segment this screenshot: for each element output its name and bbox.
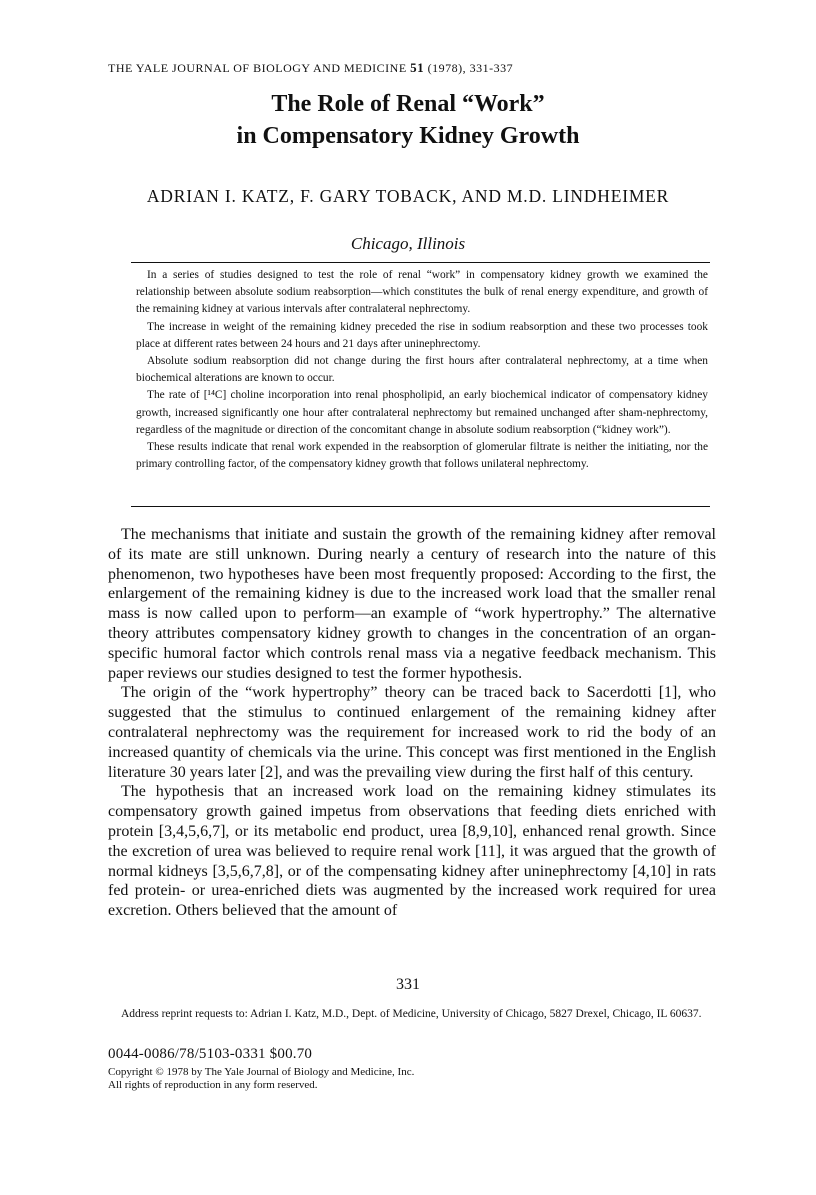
authors: ADRIAN I. KATZ, F. GARY TOBACK, AND M.D. LINDHEIMER bbox=[146, 186, 670, 206]
body-text bbox=[108, 525, 716, 921]
journal-volume: 51 bbox=[410, 60, 425, 75]
journal-year-pages: (1978), 331-337 bbox=[427, 61, 514, 75]
reprint-address: Address reprint requests to: Adrian I. Katz, M.D., Dept. of Medicine, University of Chicago, 5827 Drexel, Chicago, IL 60637. bbox=[121, 1008, 702, 1020]
page-number: 331 bbox=[396, 976, 420, 993]
article-title bbox=[108, 88, 708, 152]
abstract-bottom-rule bbox=[131, 506, 710, 507]
location: Chicago, Illinois bbox=[350, 234, 466, 253]
journal-header bbox=[108, 60, 513, 76]
body-paragraph: The mechanisms that initiate and sustain the growth of the remaining kidney after removal of its mate are still unknown. During nearly a century of research into the nature of this phenomenon, two hypotheses have been most frequently proposed: According to the first, the enlargement of the remaining kidney is due to the increased work load that the smaller renal mass is now called upon to perform—an example of “work hypertrophy.” The alternative theory attributes compensatory kidney growth to changes in the concentration of an organ-specific humoral factor which controls renal mass via a negative feedback mechanism. This paper reviews our studies designed to test the former hypothesis. bbox=[108, 526, 716, 682]
abstract-paragraph: In a series of studies designed to test the role of renal “work” in compensatory kidney growth we examined the relationship between absolute sodium reabsorption—which constitutes the bulk of renal energy expenditure, and growth of the remaining kidney at various intervals after contralateral nephrectomy. bbox=[136, 269, 708, 316]
title-line-2: in Compensatory Kidney Growth bbox=[236, 123, 580, 149]
abstract bbox=[136, 267, 708, 473]
abstract-top-rule bbox=[131, 262, 710, 263]
title-line-1: The Role of Renal “Work” bbox=[271, 91, 545, 117]
body-paragraph: The origin of the “work hypertrophy” theory can be traced back to Sacerdotti [1], who suggested that the stimulus to continued enlargement of the remaining kidney after contralateral nephrectomy was the requirement for increased work to rid the body of an increased quantity of chemicals via the urine. This concept was first mentioned in the English literature 30 years later [2], and was the prevailing view during the first half of this century. bbox=[108, 684, 716, 781]
abstract-paragraph: Absolute sodium reabsorption did not change during the first hours after contralateral nephrectomy, at a time when biochemical alterations are known to occur. bbox=[136, 355, 708, 385]
abstract-paragraph: The increase in weight of the remaining kidney preceded the rise in sodium reabsorption and these two processes took place at different rates between 24 hours and 21 days after uninephrectomy. bbox=[136, 320, 708, 350]
publication-code: 0044-0086/78/5103-0331 $00.70 bbox=[108, 1046, 313, 1062]
rights-line: All rights of reproduction in any form reserved. bbox=[108, 1079, 318, 1091]
abstract-paragraph: These results indicate that renal work expended in the reabsorption of glomerular filtrate is neither the initiating, nor the primary controlling factor, of the compensatory kidney growth that follows unilateral nephrectomy. bbox=[136, 441, 708, 471]
abstract-paragraph: The rate of [¹⁴C] choline incorporation into renal phospholipid, an early biochemical indicator of compensatory kidney growth, increased significantly one hour after contralateral nephrectomy but remained unchanged after sham-nephrectomy, regardless of the magnitude or direction of the concomitant change in absolute sodium reabsorption (“kidney work”). bbox=[136, 389, 708, 436]
copyright-line: Copyright © 1978 by The Yale Journal of Biology and Medicine, Inc. bbox=[108, 1066, 415, 1078]
copyright-block bbox=[108, 1066, 414, 1092]
journal-name: THE YALE JOURNAL OF BIOLOGY AND MEDICINE bbox=[108, 61, 407, 75]
body-paragraph: The hypothesis that an increased work load on the remaining kidney stimulates its compensatory growth gained impetus from observations that feeding diets enriched with protein [3,4,5,6,7], or its metabolic end product, urea [8,9,10], enhanced renal growth. Since the excretion of urea was believed to require renal work [11], it was argued that the growth of normal kidneys [3,5,6,7,8], or of the compensating kidney after uninephrectomy [4,10] in rats fed protein- or urea-enriched diets was augmented by the increased work required for urea excretion. Others believed that the amount of bbox=[108, 783, 716, 920]
